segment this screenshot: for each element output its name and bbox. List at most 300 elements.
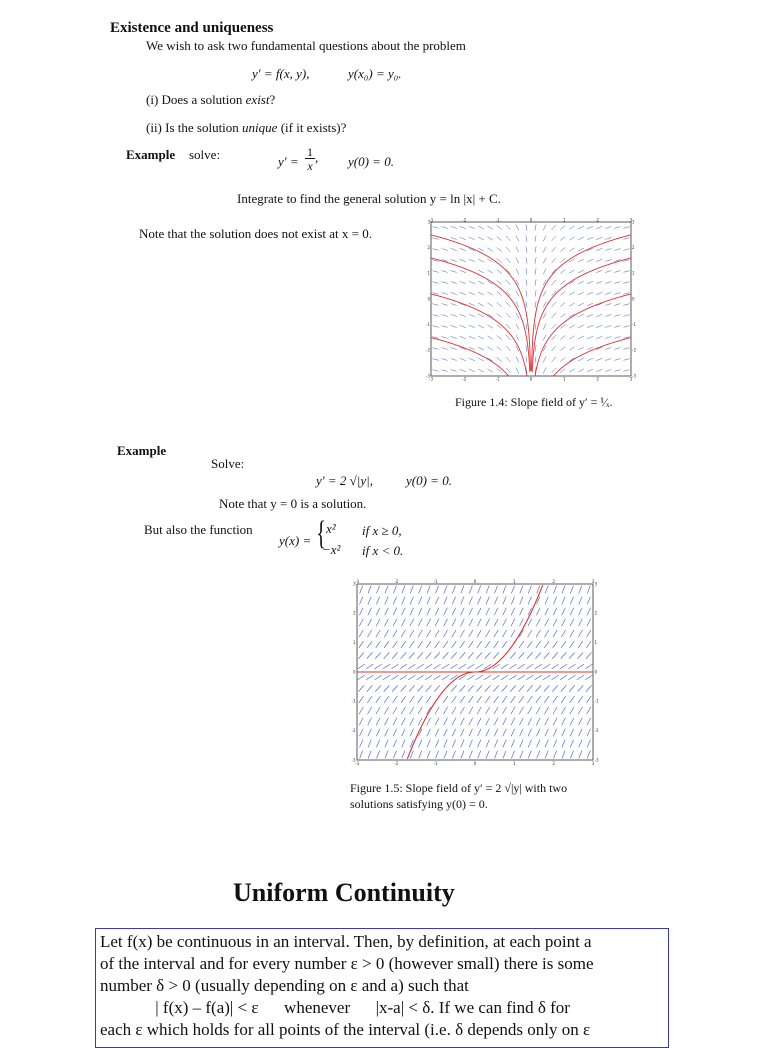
slope-segment [501,675,508,680]
slope-segment [393,751,396,759]
slope-segment [596,248,602,250]
slope-segment [528,740,531,748]
slope-segment [401,630,405,637]
slope-segment [360,740,363,748]
slope-segment [478,597,481,605]
slope-segment [516,291,519,297]
slope-segment [569,248,574,251]
x-tick-label: 0 [529,218,533,223]
slope-segment [487,270,492,273]
slope-segment [393,619,397,626]
slope-segment [469,292,475,295]
x-tick-label: 0 [473,579,477,584]
slope-segment [417,664,424,669]
solution-curve [535,294,631,376]
slope-segment [427,718,431,725]
slope-segment [494,696,499,703]
slope-segment [368,751,371,759]
slope-segment [444,597,447,605]
slope-segment [442,315,448,317]
slope-segment [569,369,574,372]
slope-segment [502,641,507,648]
slope-segment [578,248,584,251]
slope-segment [518,664,525,669]
slope-segment [544,685,550,691]
slope-segment [511,630,515,637]
slope-segment [561,641,566,648]
slope-segment [587,608,591,616]
y-tick-label: -2 [426,347,430,353]
slope-segment [419,597,422,605]
slope-segment [516,236,519,242]
slope-segment [570,630,574,637]
slope-segment [526,675,533,680]
slope-segment [535,290,536,296]
slope-segment [552,685,558,691]
slope-segment [469,586,472,594]
piecewise-case2-cond: if x < 0. [362,543,404,558]
x-tick-label: 2 [596,376,599,382]
slope-segment [410,597,413,605]
slope-segment [451,281,457,283]
slope-segment [467,675,474,680]
slope-segment [543,675,550,680]
slope-segment [605,314,611,316]
slope-segment [426,652,432,658]
slope-segment [587,597,590,605]
slope-segment [432,238,438,240]
slope-segment [435,630,439,637]
slope-segment [368,729,372,737]
slope-segment [605,237,611,239]
slope-segment [432,304,438,306]
slope-segment [561,685,567,691]
slope-segment [511,608,515,616]
y-tick-label: -3 [632,373,636,379]
slope-segment [451,685,457,691]
x-tick-label: 3 [591,579,595,584]
slope-segment [535,235,536,241]
slope-segment [578,358,584,361]
slope-segment [444,619,448,626]
slope-segment [545,729,549,737]
y-tick-label: 0 [427,296,430,302]
slope-segment [452,630,456,637]
slope-segment [452,729,456,737]
slope-segment [495,586,498,594]
slope-segment [578,226,584,229]
slope-segment [545,751,548,759]
slope-segment [487,237,492,240]
slope-segment [460,226,466,228]
y-tick-label: 0 [632,296,635,302]
slope-segment [487,325,492,328]
slope-segment [451,336,457,338]
slope-segment [503,740,506,748]
slope-segment [478,303,484,306]
x-tick-label: -2 [394,579,399,584]
slope-segment [578,369,584,372]
slope-segment [376,718,380,725]
slope-segment [418,630,422,637]
slope-segment [554,586,557,594]
slope-segment [623,304,629,306]
slope-segment [358,652,364,658]
slope-segment [460,248,466,250]
slope-segment [401,696,406,703]
slope-segment [596,336,602,338]
slope-segment [452,641,457,648]
slope-segment [578,237,584,240]
slope-segment [518,675,525,680]
slope-segment [478,237,484,240]
slope-segment [596,292,602,294]
slope-segment [443,641,448,648]
slope-segment [501,664,508,669]
slope-segment [485,652,491,658]
slope-segment [478,270,484,273]
slope-segment [442,348,448,350]
slope-segment [478,325,484,328]
slope-segment [506,247,510,252]
piecewise-lhs: y(x) = [279,533,312,548]
definition-line: each ε which holds for all points of the interval (i.e. δ depends only on ε [100,1020,591,1039]
slope-segment [578,619,582,626]
y-tick-label: 2 [594,610,598,616]
definition-line: number δ > 0 (usually depending on ε and a) such that [100,976,469,995]
slope-segment [614,282,620,284]
slope-segment [579,608,583,616]
slope-segment [587,718,591,725]
slope-segment [519,641,524,648]
slope-segment [553,608,557,616]
slope-segment [486,718,490,725]
slope-segment [570,740,573,748]
slope-segment [552,335,556,340]
slope-segment [384,696,389,703]
slope-segment [528,630,532,637]
slope-segment [562,597,565,605]
example1-fraction [305,146,318,172]
slope-segment [393,729,397,737]
slope-segment [578,314,584,317]
example1-eq-lhs: y′ = [278,154,299,169]
slope-segment [497,280,502,284]
slope-segment [367,652,373,658]
slope-segment [494,740,497,748]
slope-segment [442,675,449,680]
slope-segment [435,707,439,714]
slope-segment [552,357,556,362]
slope-segment [384,630,388,637]
slope-segment [543,324,546,330]
slope-segment [367,641,372,648]
slope-segment [511,707,515,714]
slope-segment [535,345,536,351]
slope-segment [503,751,506,759]
y-tick-label: -2 [351,728,356,733]
slope-segment [359,630,363,637]
slope-segment [578,641,583,648]
slope-segment [552,313,556,318]
question-unique-suffix: (if it exists)? [277,120,347,135]
slope-segment [366,664,373,669]
slope-segment [427,586,430,594]
slope-segment [478,369,484,372]
slope-segment [460,237,466,239]
slope-segment [376,707,380,714]
slope-segment [585,664,592,669]
slope-segment [460,718,464,725]
slope-segment [384,685,390,691]
slope-segment [579,729,583,737]
slope-segment [460,336,466,338]
slope-segment [418,641,423,648]
slope-segment [506,302,510,307]
slope-segment [527,685,533,691]
slope-segment [497,225,502,229]
slope-segment [477,608,481,616]
slope-segment [503,586,506,594]
slope-segment [460,685,466,691]
slope-segment [569,237,574,240]
slope-segment [536,641,541,648]
slope-segment [570,608,574,616]
slope-segment [451,226,457,228]
slope-segment [442,282,448,284]
slope-segment [401,619,405,626]
slope-segment [476,664,483,669]
slope-segment [543,269,546,275]
example2-label: Example [117,443,167,458]
slope-segment [552,280,556,285]
slope-segment [400,664,407,669]
slope-segment [460,630,464,637]
slope-segment [560,675,567,680]
slope-segment [443,696,448,703]
slope-segment [587,707,591,714]
slope-segment [560,236,565,240]
slope-segment [408,664,415,669]
slope-segment [543,236,546,242]
slope-segment [570,718,574,725]
y-tick-label: -1 [632,322,636,327]
slope-segment [384,707,388,714]
slope-segment [487,336,492,339]
slope-segment [560,368,565,372]
y-tick-label: 1 [352,640,356,645]
slope-segment [452,586,455,594]
slope-segment [432,348,438,350]
slope-segment [623,227,629,229]
slope-segment [485,696,490,703]
slope-segment [536,729,540,737]
question-exist [146,92,275,108]
slope-segment [460,325,466,327]
slope-segment [497,368,502,372]
slope-segment [537,751,540,759]
y-tick-label: 1 [594,640,598,645]
slope-segment [410,608,414,616]
slope-field-plot-2 [347,578,603,770]
slope-segment [535,675,542,680]
slope-segment [568,675,575,680]
slope-segment [511,586,514,594]
slope-segment [605,303,611,305]
slope-segment [359,619,363,626]
slope-segment [570,729,574,737]
slope-segment [402,740,405,748]
slope-segment [526,290,527,296]
slope-segment [451,237,457,239]
slope-segment [469,718,473,725]
slope-segment [569,652,575,658]
definition-line: Let f(x) be continuous in an interval. Then, by definition, at each point a [100,932,592,951]
definition-box [95,928,669,1048]
slope-segment [468,685,474,691]
slope-segment [535,224,536,230]
slope-segment [623,238,629,240]
slope-segment [570,751,573,759]
slope-segment [560,247,565,251]
slope-segment [444,740,447,748]
slope-segment [544,652,550,658]
slope-segment [537,740,540,748]
slope-segment [451,259,457,261]
slope-segment [432,359,438,361]
slope-segment [494,729,498,737]
slope-segment [493,652,499,658]
slope-segment [486,619,490,626]
slope-segment [401,707,405,714]
slope-segment [578,303,584,306]
slope-segment [543,247,546,253]
slope-segment [478,281,484,284]
slope-segment [460,707,464,714]
y-tick-label: 3 [427,219,430,225]
slope-segment [545,740,548,748]
x-tick-label: -1 [495,218,500,223]
slope-segment [477,641,482,648]
slope-segment [544,696,549,703]
slope-segment [427,597,430,605]
slope-segment [587,292,593,295]
slope-segment [535,279,536,285]
slope-segment [393,597,396,605]
slope-segment [451,369,457,371]
slope-segment [418,718,422,725]
slope-segment [605,259,611,261]
slope-segment [360,751,363,759]
slope-segment [535,301,536,307]
slope-segment [605,292,611,294]
slope-segment [358,685,364,691]
slope-segment [520,597,523,605]
slope-segment [368,630,372,637]
slope-segment [452,608,456,616]
slope-segment [605,270,611,272]
slope-segment [368,619,372,626]
slope-segment [392,652,398,658]
solution-curve [431,294,527,376]
slope-segment [469,608,473,616]
slope-field-plot-1 [425,218,637,382]
slope-segment [427,619,431,626]
slope-segment [478,586,481,594]
slope-segment [502,630,506,637]
slope-segment [497,258,502,262]
slope-segment [516,313,519,319]
y-tick-label: 3 [352,581,356,587]
slope-segment [494,619,498,626]
slope-segment [367,685,373,691]
slope-segment [552,675,559,680]
slope-segment [443,707,447,714]
slope-segment [587,336,593,339]
slope-segment [497,236,502,240]
slope-segment [401,685,407,691]
slope-segment [385,608,389,616]
slope-segment [497,247,502,251]
slope-segment [368,718,372,725]
slope-segment [402,608,406,616]
slope-segment [543,664,550,669]
piecewise-case2-expr: −x² [322,542,341,557]
slope-segment [427,740,430,748]
slope-segment [578,336,584,339]
question-exist-suffix: ? [269,92,276,107]
slope-segment [461,751,464,759]
slope-segment [545,608,549,616]
slope-segment [486,707,490,714]
slope-segment [527,641,532,648]
plot1-frame [431,222,631,376]
slope-segment [587,237,593,240]
slope-segment [605,281,611,283]
slope-segment [493,685,499,691]
slope-segment [509,664,516,669]
slope-segment [494,630,498,637]
y-tick-label: 3 [632,219,635,225]
slope-segment [570,597,573,605]
slope-segment [469,226,475,229]
slope-segment [478,740,481,748]
slope-segment [485,685,491,691]
slope-segment [520,729,524,737]
slope-segment [451,270,457,272]
slope-segment [436,751,439,759]
slope-segment [410,619,414,626]
x-tick-label: -1 [433,579,438,584]
piecewise-case1-expr: x² [326,521,336,536]
slope-segment [360,586,363,594]
slope-segment [552,236,556,241]
slope-segment [519,619,523,626]
slope-segment [427,729,431,737]
slope-segment [526,235,527,241]
slope-segment [569,270,574,273]
slope-segment [478,292,484,295]
slope-segment [391,675,398,680]
slope-segment [511,619,515,626]
slope-segment [383,664,390,669]
y-tick-label: 1 [632,270,635,276]
x-tick-label: -2 [462,376,467,382]
slope-segment [552,346,556,351]
slope-segment [432,227,438,229]
slope-segment [587,325,593,328]
slope-segment [569,303,574,306]
